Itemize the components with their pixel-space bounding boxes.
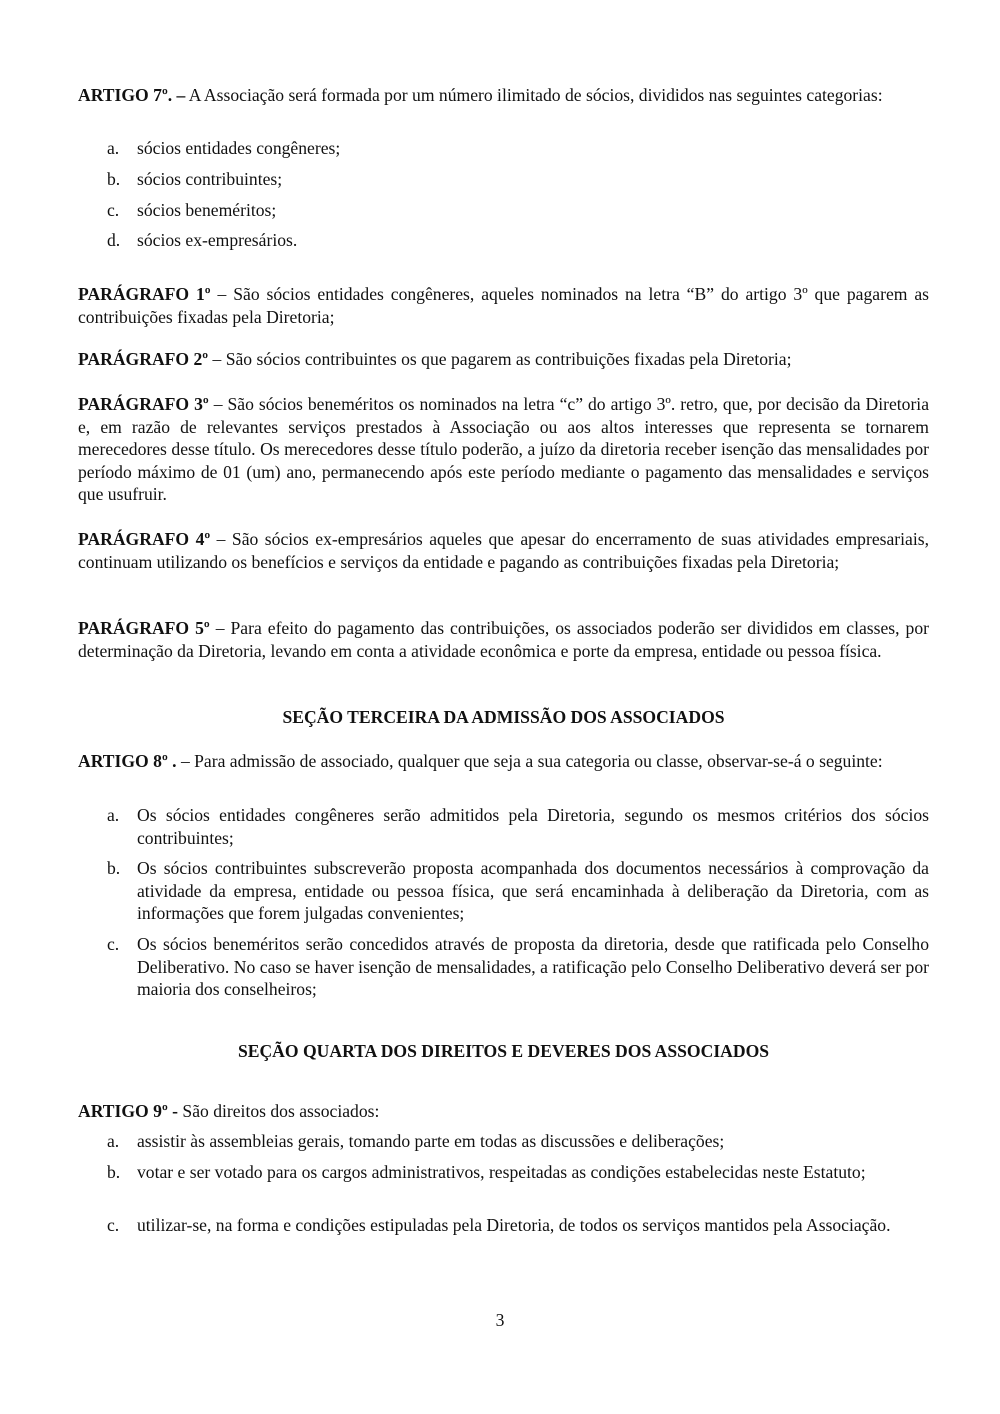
list-item [107,137,929,160]
list-item-letter: c. [107,934,120,954]
artigo-9 [78,1100,929,1123]
list-item [107,857,929,925]
list-item-text: Os sócios entidades congêneres serão admitidos pela Diretoria, segundo os mesmos critérios dos sócios contribuintes; [137,805,929,848]
list-item-letter: b. [107,169,121,189]
list-item [107,804,929,849]
list-item [107,1130,929,1153]
list-item-letter: a. [107,805,120,825]
artigo-8-heading: ARTIGO 8º . [78,751,177,771]
list-item [107,168,929,191]
list-item-letter: b. [107,1162,121,1182]
paragrafo-3 [78,393,929,506]
list-item [107,199,929,222]
artigo-8 [78,750,929,773]
list-item-text: Os sócios contribuintes subscreverão proposta acompanhada dos documentos necessários à comprovação da atividade da empresa, entidade ou pessoa física, que será encaminhada à deliberação da Diretoria, com as informações que forem julgadas convenientes; [137,858,929,923]
list-item-text: sócios ex-empresários. [137,230,298,250]
list-item-text: assistir às assembleias gerais, tomando parte em todas as discussões e deliberações; [137,1131,725,1151]
list-item-letter: c. [107,200,120,220]
list-item-letter: a. [107,138,120,158]
paragrafo-heading: PARÁGRAFO 5º [78,618,210,638]
section-heading-admissao: SEÇÃO TERCEIRA DA ADMISSÃO DOS ASSOCIADOS [282,707,725,727]
paragrafo-4 [78,528,929,573]
page-number: 3 [495,1310,505,1330]
paragrafo-heading: PARÁGRAFO 3º [78,394,209,414]
artigo-9-text: São direitos dos associados: [178,1101,380,1121]
list-item [107,1161,929,1184]
paragrafo-text: – São sócios ex-empresários aqueles que apesar do encerramento de suas atividades empresariais, continuam utilizando os benefícios e serviços da entidade e pagando as contribuições fixadas pela Diretoria; [78,529,929,572]
paragrafo-2 [78,348,929,371]
paragrafo-5 [78,617,929,662]
list-item [107,229,929,252]
paragrafo-text: – São sócios beneméritos os nominados na letra “c” do artigo 3º. retro, que, por decisão da Diretoria e, em razão de relevantes serviços prestados à Associação ou aos altos interesses que representa se tornarem merecedores desse título. Os merecedores desse título poderão, a juízo da diretoria receber isenção das mensalidades por período máximo de 01 (um) ano, permanecendo após este período mediante o pagamento das mensalidades e serviços que usufruir. [78,394,930,504]
artigo-7 [78,84,929,107]
list-item-text: votar e ser votado para os cargos administrativos, respeitadas as condições estabelecidas neste Estatuto; [137,1162,866,1182]
artigo-9-heading: ARTIGO 9º - [78,1101,179,1121]
list-item-text: sócios contribuintes; [137,169,283,189]
list-item-letter: a. [107,1131,120,1151]
paragrafo-1 [78,283,929,328]
artigo-7-heading: ARTIGO 7º. – [78,85,186,105]
section-heading-direitos: SEÇÃO QUARTA DOS DIREITOS E DEVERES DOS ASSOCIADOS [237,1041,770,1061]
paragrafo-heading: PARÁGRAFO 4º [78,529,211,549]
list-item-letter: b. [107,858,121,878]
list-item [107,1214,929,1237]
artigo-7-text: A Associação será formada por um número ilimitado de sócios, divididos nas seguintes categorias: [185,85,883,105]
paragrafo-text: – São sócios entidades congêneres, aqueles nominados na letra “B” do artigo 3º que pagarem as contribuições fixadas pela Diretoria; [78,284,930,327]
list-item [107,933,929,1001]
list-item-text: utilizar-se, na forma e condições estipuladas pela Diretoria, de todos os serviços mantidos pela Associação. [137,1215,891,1235]
list-item-letter: c. [107,1215,120,1235]
paragrafo-text: – Para efeito do pagamento das contribuições, os associados poderão ser divididos em classes, por determinação da Diretoria, levando em conta a atividade econômica e porte da empresa, entidade ou pessoa física. [78,618,930,661]
list-item-text: Os sócios beneméritos serão concedidos através de proposta da diretoria, desde que ratificada pelo Conselho Deliberativo. No caso se haver isenção de mensalidades, a ratificação pelo Conselho Deliberativo deverá ser por maioria dos conselheiros; [137,934,929,999]
list-item-text: sócios beneméritos; [137,200,277,220]
artigo-8-text: – Para admissão de associado, qualquer que seja a sua categoria ou classe, observar-se-á o seguinte: [176,751,883,771]
paragrafo-heading: PARÁGRAFO 2º [78,349,209,369]
list-item-letter: d. [107,230,121,250]
list-item-text: sócios entidades congêneres; [137,138,341,158]
paragrafo-text: – São sócios contribuintes os que pagarem as contribuições fixadas pela Diretoria; [208,349,792,369]
paragrafo-heading: PARÁGRAFO 1º [78,284,211,304]
